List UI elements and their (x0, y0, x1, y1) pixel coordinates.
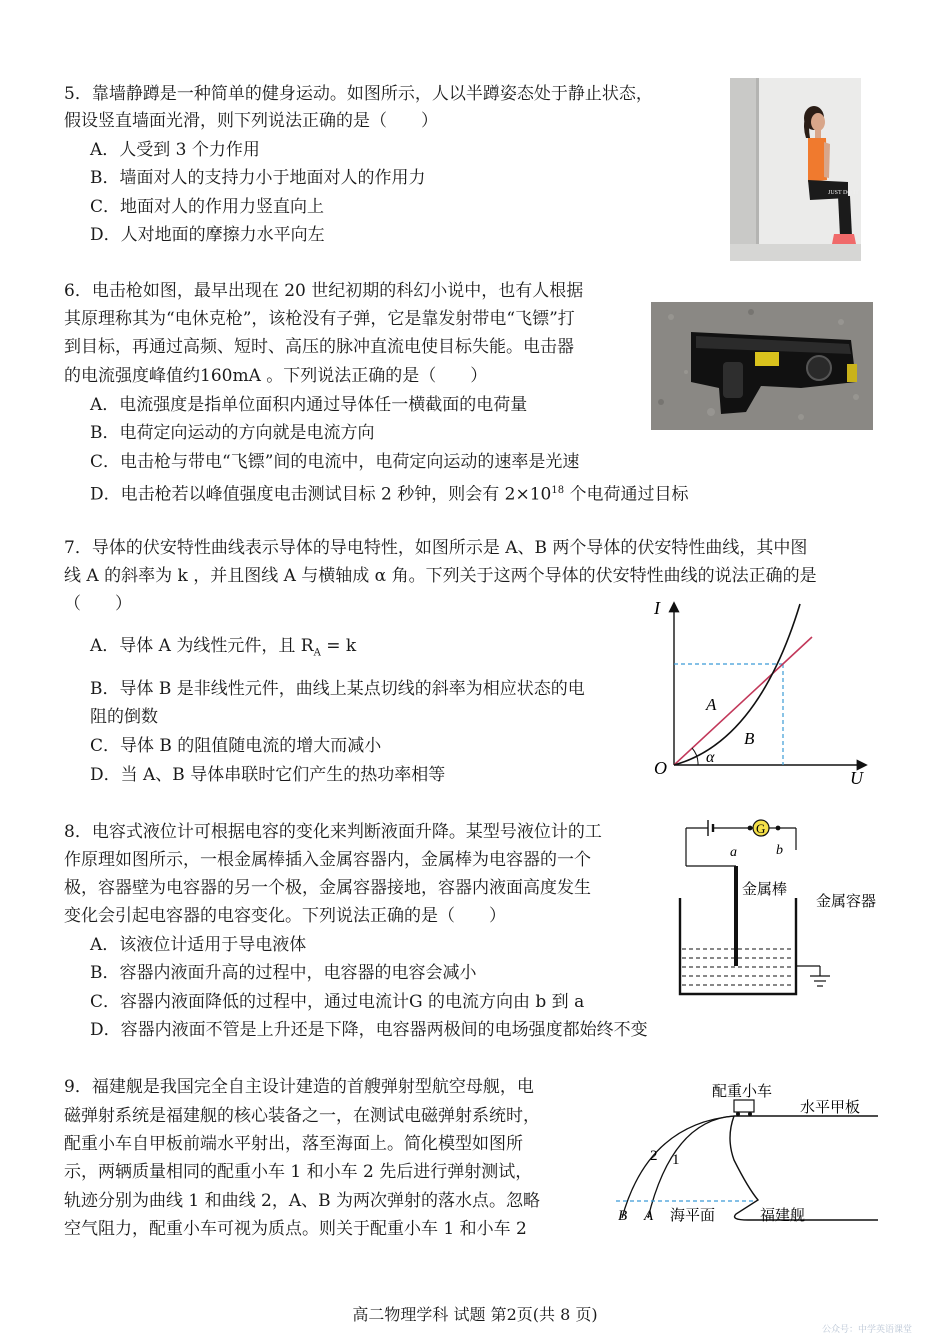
curve-label-1: 1 (672, 1152, 680, 1168)
q7-option-b-line2: 阻的倒数 (90, 707, 158, 727)
q9-stem-line4: 示，两辆质量相同的配重小车 1 和小车 2 先后进行弹射测试， (64, 1162, 533, 1182)
q7-option-a-tail: = k (320, 636, 357, 656)
terminal-b: b (776, 843, 783, 858)
q6-stem-line3: 到目标，再通过高频、短时、高压的脉冲直流电使目标失能。电击器 (64, 337, 574, 357)
q9-stem-line2: 磁弹射系统是福建舰的核心装备之一，在测试电磁弹射系统时， (64, 1106, 540, 1126)
q5-option-c: C．地面对人的作用力竖直向上 (90, 197, 325, 217)
label-a: A (706, 695, 717, 714)
terminal-a: a (730, 845, 737, 860)
galvanometer-label: G (756, 821, 766, 836)
q7-option-d: D．当 A、B 导体串联时它们产生的热功率相等 (90, 765, 446, 785)
q5-stem-line1: 5．靠墙静蹲是一种简单的健身运动。如图所示，人以半蹲姿态处于静止状态， (64, 84, 653, 104)
iu-characteristic-graph (640, 592, 880, 792)
q8-stem-line1: 8．电容式液位计可根据电容的变化来判断液面升降。某型号液位计的工 (64, 822, 602, 842)
axis-label-u: U (850, 768, 863, 788)
q6-option-b: B．电荷定向运动的方向就是电流方向 (90, 423, 375, 443)
q9-stem-line5: 轨迹分别为曲线 1 和曲线 2，A、B 为两次弹射的落水点。忽略 (64, 1191, 541, 1211)
q7-option-a-text: A．导体 A 为线性元件，且 R (90, 636, 314, 656)
q8-stem-line3: 极，容器壁为电容器的另一个极，金属容器接地，容器内液面高度发生 (64, 878, 591, 898)
label-b: B (744, 729, 755, 748)
ground-symbol (810, 976, 830, 986)
watermark: 公众号：中学英语课堂 (821, 1325, 912, 1335)
q8-stem-line2: 作原理如图所示，一根金属棒插入金属容器内，金属棒为电容器的一个 (64, 850, 591, 870)
q6-option-d-tail: 个电荷通过目标 (564, 484, 689, 505)
q7-stem-line1: 7．导体的伏安特性曲线表示导体的导电特性，如图所示是 A、B 两个导体的伏安特性曲线，其中图 (64, 538, 808, 558)
q6-option-d-exponent: 18 (551, 485, 565, 496)
wall-squat-photo (730, 78, 861, 261)
q5-option-d: D．人对地面的摩擦力水平向左 (90, 225, 325, 245)
line-a (674, 637, 812, 765)
curve-label-2: 2 (650, 1148, 658, 1164)
shirt-text: JUST DO IT (828, 190, 859, 196)
label-alpha: α (706, 749, 715, 766)
q8-option-c: C．容器内液面降低的过程中，通过电流计G 的电流方向由 b 到 a (90, 992, 585, 1012)
deck-label: 水平甲板 (800, 1100, 861, 1116)
q7-stem-line3: （ ） (64, 594, 132, 614)
stun-gun-illustration (651, 302, 873, 430)
point-label-b: B (618, 1208, 628, 1224)
stun-gun-photo (651, 302, 873, 430)
q5-stem-line2: 假设竖直墙面光滑，则下列说法正确的是（ ） (64, 111, 438, 131)
page-footer: 高二物理学科 试题 第2页(共 8 页) (352, 1305, 598, 1324)
q8-option-d: D．容器内液面不管是上升还是下降，电容器两极间的电场强度都始终不变 (90, 1020, 648, 1040)
q9-stem-line6: 空气阻力，配重小车可视为质点。则关于配重小车 1 和小车 2 (64, 1219, 527, 1239)
q6-option-d (90, 479, 689, 507)
rod-label: 金属棒 (742, 882, 788, 898)
axis-label-i: I (654, 598, 660, 618)
cart (734, 1100, 754, 1112)
ship-label: 福建舰 (760, 1208, 806, 1224)
q7-option-a (90, 634, 356, 665)
q6-option-a: A．电流强度是指单位面积内通过导体任一横截面的电荷量 (90, 395, 528, 415)
origin-label: O (654, 758, 667, 778)
q8-stem-line4: 变化会引起电容器的电容变化。下列说法正确的是（ ） (64, 906, 506, 926)
level-meter-diagram (670, 816, 900, 1002)
q5-option-a: A．人受到 3 个力作用 (90, 140, 260, 160)
carrier-launch-diagram (608, 1078, 898, 1230)
q7-option-a-subscript: A (313, 647, 321, 659)
q6-option-c: C．电击枪与带电“飞镖”间的电流中，电荷定向运动的速率是光速 (90, 452, 580, 472)
wall-squat-illustration (730, 78, 861, 261)
sea-label: 海平面 (670, 1208, 716, 1224)
q9-stem-line3: 配重小车自甲板前端水平射出，落至海面上。简化模型如图所 (64, 1134, 523, 1154)
q7-option-c: C．导体 B 的阻值随电流的增大而减小 (90, 736, 382, 756)
ship-hull (730, 1116, 878, 1220)
point-label-a: A (644, 1208, 654, 1224)
q7-stem-line2: 线 A 的斜率为 k ，并且图线 A 与横轴成 α 角。下列关于这两个导体的伏安特性曲线的说法正确的是 (64, 566, 817, 586)
q6-stem-line1: 6．电击枪如图，最早出现在 20 世纪初期的科幻小说中，也有人根据 (64, 281, 584, 301)
q6-stem-line4: 的电流强度峰值约160mA 。下列说法正确的是（ ） (64, 366, 488, 386)
q9-stem-line1: 9．福建舰是我国完全自主设计建造的首艘弹射型航空母舰，电 (64, 1077, 534, 1097)
q6-option-d-text: D．电击枪若以峰值强度电击测试目标 2 秒钟，则会有 2×10 (90, 484, 552, 505)
q7-option-b-line1: B．导体 B 是非线性元件，曲线上某点切线的斜率为相应状态的电 (90, 679, 585, 699)
trajectory-1 (648, 1116, 734, 1218)
curve-b (674, 604, 800, 765)
q5-option-b: B．墙面对人的支持力小于地面对人的作用力 (90, 168, 426, 188)
q8-option-a: A．该液位计适用于导电液体 (90, 935, 307, 955)
cart-label: 配重小车 (712, 1084, 773, 1100)
q8-option-b: B．容器内液面升高的过程中，电容器的电容会减小 (90, 963, 477, 983)
container-label: 金属容器 (816, 894, 877, 910)
q6-stem-line2: 其原理称其为“电休克枪”，该枪没有子弹，它是靠发射带电“飞镖”打 (64, 309, 575, 329)
